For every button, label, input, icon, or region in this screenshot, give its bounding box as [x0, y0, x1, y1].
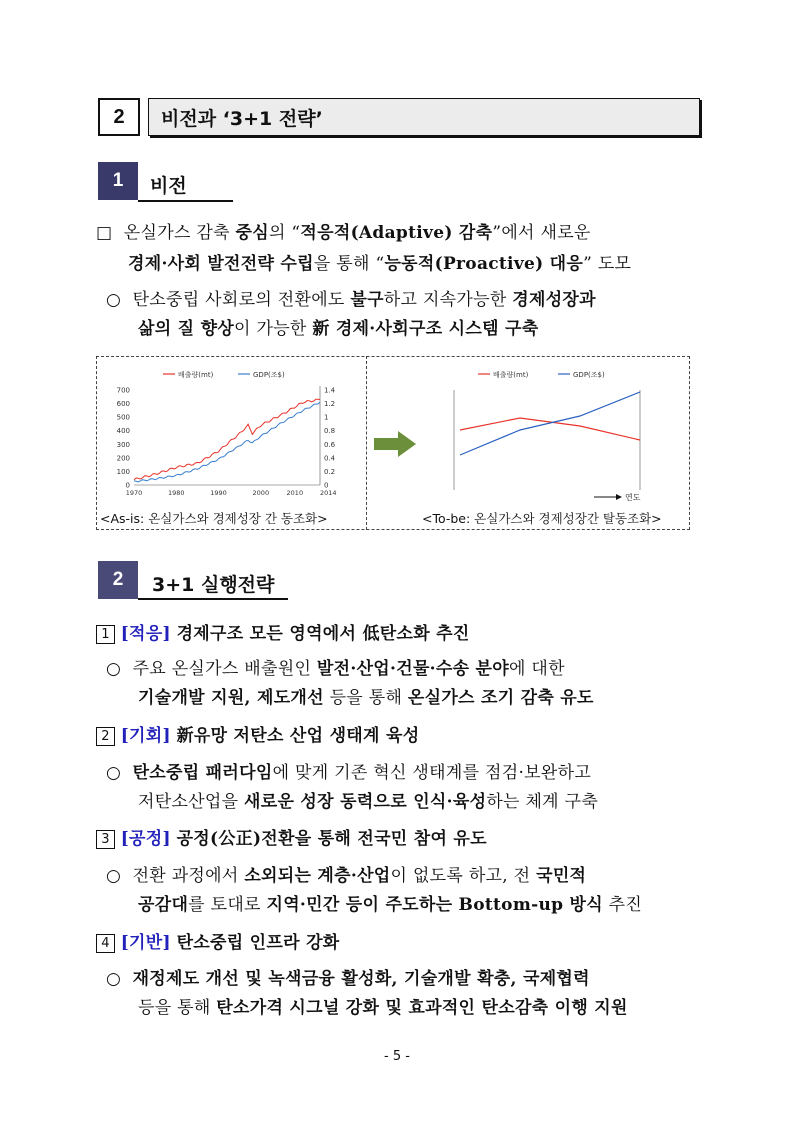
circle-bullet-icon: ○ — [106, 969, 122, 989]
y-tick-label: 500 — [116, 413, 130, 422]
vision-line-1: □ 온실가스 감축 중심의 “적응적(Adaptive) 감축”에서 새로운 — [96, 223, 591, 243]
item-number-box: 1 — [96, 625, 115, 644]
x-axis-arrow-head — [616, 494, 622, 500]
x-axis-label: 연도 — [625, 493, 641, 502]
circle-bullet-icon: ○ — [106, 290, 122, 310]
chart-divider — [366, 356, 367, 530]
strategy-item-4-line-2: 등을 통해 탄소가격 시그널 강화 및 효과적인 탄소감축 이행 지원 — [138, 998, 628, 1018]
section-title — [148, 98, 700, 136]
y-tick-label: 200 — [116, 454, 130, 463]
as-is-chart — [98, 358, 364, 504]
strategy-number-badge: 2 — [98, 561, 138, 599]
x-tick-label: 1980 — [167, 489, 185, 497]
y-tick-label: 300 — [116, 440, 130, 449]
y-tick-label: 100 — [116, 467, 130, 476]
strategy-item-2-line-2: 저탄소산업을 새로운 성장 동력으로 인식·육성하는 체계 구축 — [138, 792, 599, 812]
circle-bullet-icon: ○ — [106, 659, 122, 679]
section-title-text: 비전과 ‘3+1 전략’ — [161, 107, 323, 130]
series-line — [134, 402, 320, 482]
x-tick-label: 1970 — [125, 489, 143, 497]
y-tick-label: 400 — [116, 427, 130, 436]
vision-title-underline — [138, 200, 233, 202]
item-number-box: 4 — [96, 934, 115, 953]
y-tick-label: 600 — [116, 400, 130, 409]
vision-number-badge: 1 — [98, 162, 138, 200]
strategy-item-2-head: 2 [기회] 新유망 저탄소 산업 생태계 육성 — [96, 721, 419, 752]
strategy-title: 3+1 실행전략 — [152, 574, 275, 596]
circle-bullet-icon: ○ — [106, 866, 122, 886]
page-number: - 5 - — [384, 1049, 410, 1064]
x-tick-label: 2010 — [286, 489, 304, 497]
y2-tick-label: 1.4 — [324, 386, 336, 395]
series-line — [460, 418, 640, 440]
y2-tick-label: 0 — [324, 481, 329, 490]
y2-tick-label: 0.6 — [324, 440, 336, 449]
series-line — [134, 399, 320, 480]
series-line — [460, 392, 640, 455]
vision-title: 비전 — [150, 175, 187, 197]
x-tick-label: 1990 — [210, 489, 227, 497]
y2-tick-label: 0.2 — [324, 467, 336, 476]
vision-line-2: 경제·사회 발전전략 수립을 통해 “능동적(Proactive) 대응” 도모 — [128, 254, 632, 274]
vision-sub-line-1: ○ 탄소중립 사회로의 전환에도 불구하고 지속가능한 경제성장과 — [106, 290, 596, 310]
strategy-item-3-head: 3 [공정] 공정(公正)전환을 통해 전국민 참여 유도 — [96, 824, 487, 855]
legend-label: 배출량(mt) — [178, 371, 214, 379]
legend-label: GDP(조$) — [253, 371, 285, 379]
vision-sub-line-2: 삶의 질 향상이 가능한 新 경제·사회구조 시스템 구축 — [138, 319, 539, 339]
y2-tick-label: 1.2 — [324, 400, 336, 409]
y2-tick-label: 1 — [324, 413, 329, 422]
strategy-item-2-line-1: ○ 탄소중립 패러다임에 맞게 기존 혁신 생태계를 점검·보완하고 — [106, 763, 592, 783]
item-number-box: 2 — [96, 727, 115, 746]
y-tick-label: 700 — [116, 386, 130, 395]
x-tick-label: 2000 — [252, 489, 270, 497]
section-number: 2 — [98, 98, 140, 136]
legend-label: 배출량(mt) — [493, 371, 529, 379]
right-arrow-icon — [372, 430, 418, 458]
x-tick-label: 2014 — [320, 489, 337, 497]
legend-label: GDP(조$) — [573, 371, 605, 379]
y2-tick-label: 0.8 — [324, 427, 336, 436]
to-be-chart — [418, 358, 688, 504]
strategy-item-4-line-1: ○ 재정제도 개선 및 녹색금융 활성화, 기술개발 확충, 국제협력 — [106, 969, 590, 989]
item-number-box: 3 — [96, 830, 115, 849]
as-is-caption: <As-is: 온실가스와 경제성장 간 동조화> — [100, 511, 328, 526]
strategy-item-3-line-2: 공감대를 토대로 지역·민간 등이 주도하는 Bottom-up 방식 추진 — [138, 895, 643, 915]
strategy-item-4-head: 4 [기반] 탄소중립 인프라 강화 — [96, 928, 340, 959]
square-bullet-icon: □ — [96, 223, 113, 243]
strategy-item-1-head: 1 [적응] 경제구조 모든 영역에서 低탄소화 추진 — [96, 619, 470, 650]
circle-bullet-icon: ○ — [106, 763, 122, 783]
to-be-caption: <To-be: 온실가스와 경제성장간 탈동조화> — [422, 511, 662, 526]
strategy-item-1-line-2: 기술개발 지원, 제도개선 등을 통해 온실가스 조기 감축 유도 — [138, 688, 594, 708]
y-tick-label: 0 — [125, 481, 130, 490]
strategy-title-underline — [138, 598, 288, 600]
strategy-item-3-line-1: ○ 전환 과정에서 소외되는 계층·산업이 없도록 하고, 전 국민적 — [106, 866, 587, 886]
strategy-item-1-line-1: ○ 주요 온실가스 배출원인 발전·산업·건물·수송 분야에 대한 — [106, 659, 565, 679]
y2-tick-label: 0.4 — [324, 454, 336, 463]
